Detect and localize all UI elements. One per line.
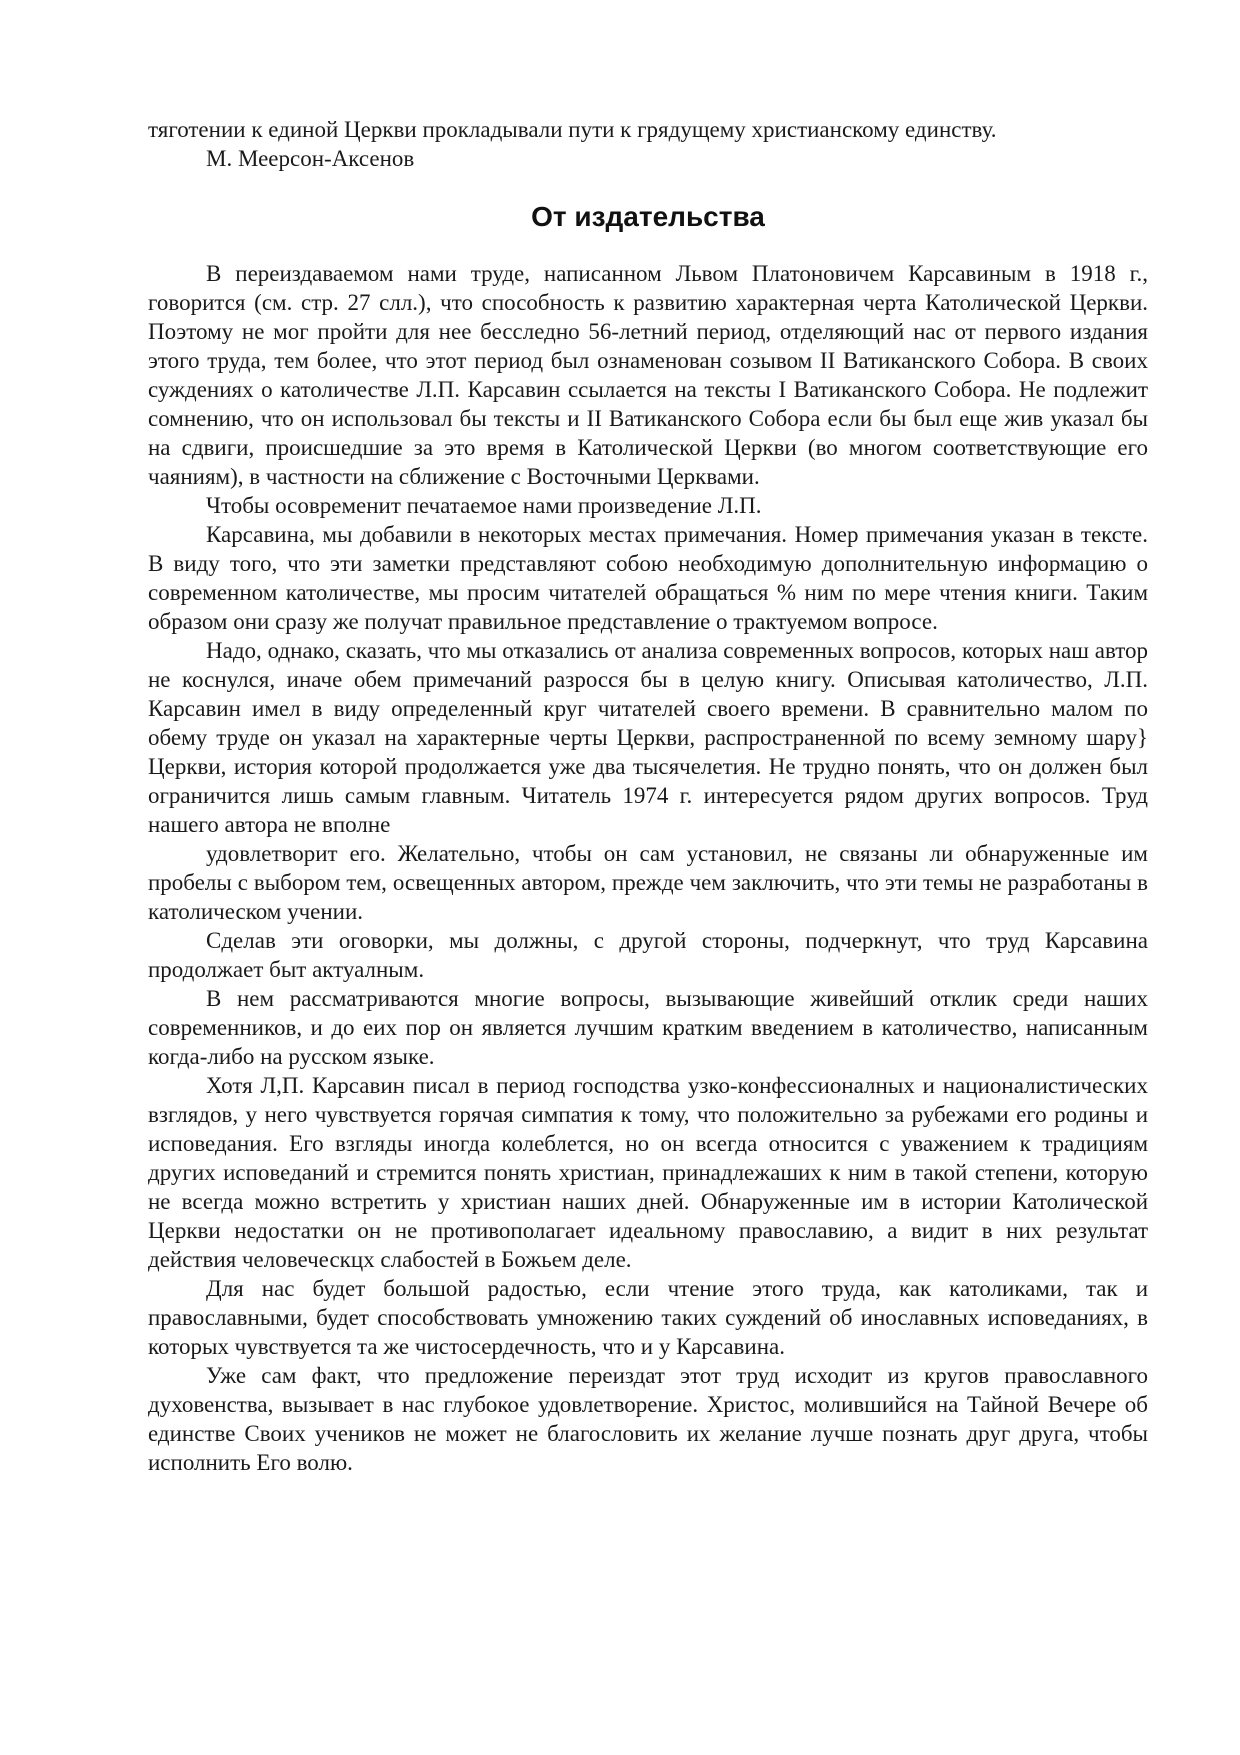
paragraph: Для нас будет большой радостью, если чтение этого труда, как католиками, так и православными, будет способствовать умножению таких суждений об инославных исповеданиях, в которых чувствуется та же чистосердечность, что и у Карсавина. — [148, 1276, 1148, 1359]
paragraph: Надо, однако, сказать, что мы отказались от анализа современных вопросов, которых наш автор не коснулся, иначе обем примечаний разросся бы в целую книгу. Описывая католичество, Л.П. Карсавин имел в виду определенный круг читателей своего времени. В сравнительно малом по обему труде он указал на характерные черты Церкви, распространенной по всему земному шару} Церкви, история которой продолжается уже два тысячелетия. Не трудно понять, что он должен был ограничится лишь самым главным. Читатель 1974 г. интересуется рядом других вопросов. Труд нашего автора не вполне — [148, 638, 1148, 837]
document-page — [148, 115, 1148, 1477]
section-title: От издательства — [531, 201, 765, 232]
paragraph: Чтобы осовременит печатаемое нами произведение Л.П. — [206, 493, 762, 518]
paragraph: В переиздаваемом нами труде, написанном Львом Платоновичем Карсавиным в 1918 г., говорится (см. стр. 27 слл.), что способность к развитию характерная черта Католической Церкви. Поэтому не мог пройти для нее бесследно 56-летний период, отделяющий нас от первого издания этого труда, тем более, что этот период был ознаменован созывом II Ватиканского Собора. В своих суждениях о католичестве Л.П. Карсавин ссылается на тексты I Ватиканского Собора. Не подлежит сомнению, что он использовал бы тексты и II Ватиканского Собора если бы был еще жив указал бы на сдвиги, происшедшие за это время в Католической Церкви (во многом соответствующие его чаяниям), в частности на сближение с Восточными Церквами. — [148, 261, 1148, 489]
paragraph: В нем рассматриваются многие вопросы, вызывающие живейший отклик среди наших современников, и до еих пор он является лучшим кратким введением в католичество, написанным когда-либо на русском языке. — [148, 986, 1148, 1069]
paragraph: удовлетворит его. Желательно, чтобы он сам установил, не связаны ли обнаруженные им пробелы с выбором тем, освещенных автором, прежде чем заключить, что эти темы не разработаны в католическом учении. — [148, 841, 1148, 924]
paragraph: Хотя Л,П. Карсавин писал в период господства узко-конфессионалных и националистических взглядов, у него чувствуется горячая симпатия к тому, что положительно за рубежами его родины и исповедания. Его взгляды иногда колеблется, но он всегда относится с уважением к традициям других исповеданий и стремится понять христиан, принадлежаших к ним в такой степени, которую не всегда можно встретить у христиан наших дней. Обнаруженные им в истории Католической Церкви недостатки он не противополагает идеальному православию, а видит в них результат действия человеческцх слабостей в Божьем деле. — [148, 1073, 1148, 1272]
paragraph: Сделав эти оговорки, мы должны, с другой стороны, подчеркнут, что труд Карсавина продолжает быт актуалным. — [148, 928, 1148, 982]
paragraph: Карсавина, мы добавили в некоторых местах примечания. Номер примечания указан в тексте. В виду того, что эти заметки представляют собою необходимую дополнительную информацию о современном католичестве, мы просим читателей обращаться % ним по мере чтения книги. Таким образом они сразу же получат правильное представление о трактуемом вопросе. — [148, 522, 1148, 634]
signature: М. Меерсон-Аксенов — [206, 146, 415, 171]
intro-tail-paragraph: тяготении к единой Церкви прокладывали пути к грядущему христианскому единству. — [148, 117, 997, 142]
paragraph: Уже сам факт, что предложение переиздат этот труд исходит из кругов православного духовенства, вызывает в нас глубокое удовлетворение. Христос, молившийся на Тайной Вечере об единстве Своих учеников не может не благословить их желание лучше познать друг друга, чтобы исполнить Его волю. — [148, 1363, 1148, 1475]
